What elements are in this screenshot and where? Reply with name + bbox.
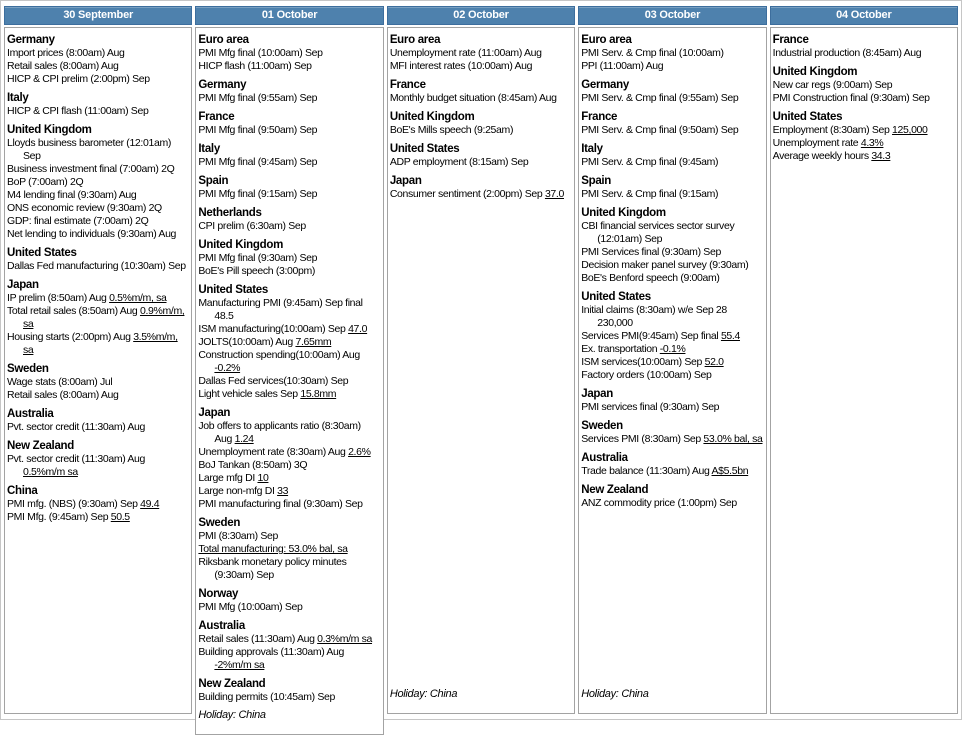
event-item: Business investment final (7:00am) 2Q — [7, 163, 175, 175]
event-item: IP prelim (8:50am) Aug 0.5%m/m, sa — [7, 292, 167, 304]
country-group — [581, 110, 762, 137]
day-column — [4, 6, 192, 714]
event-item: PMI Mfg final (9:30am) Sep — [198, 252, 318, 264]
event-item: Pvt. sector credit (11:30am) Aug 0.5%m/m sa — [7, 453, 146, 478]
country-group — [198, 142, 379, 169]
day-body — [770, 27, 958, 714]
country-name: Australia — [581, 452, 628, 464]
event-item: Job offers to applicants ratio (8:30am) Aug 1.24 — [198, 420, 361, 445]
event-item: Light vehicle sales Sep 15.8mm — [198, 388, 337, 400]
event-item: Pvt. sector credit (11:30am) Aug — [7, 421, 146, 433]
event-item: Construction spending(10:00am) Aug -0.2% — [198, 349, 360, 374]
event-item: Initial claims (8:30am) w/e Sep 28 230,000 — [581, 304, 727, 329]
event-item: M4 lending final (9:30am) Aug — [7, 189, 137, 201]
event-item: PMI (8:30am) Sep — [198, 530, 279, 542]
event-item: PMI Mfg (10:00am) Sep — [198, 601, 303, 613]
day-column — [770, 6, 958, 714]
event-item: Services PMI(9:45am) Sep final 55.4 — [581, 330, 740, 342]
country-name: Australia — [7, 408, 54, 420]
country-name: United Kingdom — [772, 66, 858, 78]
country-name: France — [198, 111, 235, 123]
event-item: Building approvals (11:30am) Aug -2%m/m sa — [198, 646, 345, 671]
event-item: PMI Mfg final (9:45am) Sep — [198, 156, 318, 168]
event-value: 125,000 — [892, 124, 928, 136]
country-group — [7, 407, 188, 434]
country-group — [390, 142, 571, 169]
event-item: ANZ commodity price (1:00pm) Sep — [581, 497, 737, 509]
country-group — [198, 78, 379, 105]
event-item: Employment (8:30am) Sep 125,000 — [772, 124, 928, 136]
event-value: 0.3%m/m sa — [317, 633, 373, 645]
event-item: Riksbank monetary policy minutes (9:30am) Sep — [198, 556, 347, 581]
event-item: HICP flash (11:00am) Sep — [198, 60, 312, 72]
event-item: PMI Mfg. (9:45am) Sep 50.5 — [7, 511, 130, 523]
event-value: 15.8mm — [300, 388, 337, 400]
country-group — [581, 387, 762, 414]
country-name: Germany — [7, 34, 55, 46]
country-group — [198, 406, 379, 511]
day-body — [387, 27, 575, 714]
country-name: Sweden — [7, 363, 49, 375]
country-name: Germany — [581, 79, 629, 91]
country-name: United Kingdom — [389, 111, 475, 123]
event-item: PMI Serv. & Cmp final (9:50am) Sep — [581, 124, 739, 136]
event-item: Total retail sales (8:50am) Aug 0.9%m/m, sa — [7, 305, 185, 330]
country-name: Norway — [198, 588, 239, 600]
event-item: BoE's Mills speech (9:25am) — [389, 124, 514, 136]
event-value: 50.5 — [110, 511, 130, 523]
country-name: Australia — [198, 620, 245, 632]
event-item: PMI manufacturing final (9:30am) Sep — [198, 498, 363, 510]
event-item: Retail sales (8:00am) Aug — [7, 389, 119, 401]
event-value: 10 — [257, 472, 269, 484]
event-item: Large non-mfg DI 33 — [198, 485, 289, 497]
day-header: 01 October — [195, 6, 383, 25]
event-value: 53.0% bal, sa — [703, 433, 763, 445]
country-group — [581, 483, 762, 510]
country-group — [198, 110, 379, 137]
event-value: 4.3% — [860, 137, 884, 149]
country-name: United Kingdom — [7, 124, 92, 136]
event-value: 55.4 — [720, 330, 740, 342]
day-header: 03 October — [578, 6, 766, 25]
event-item: HICP & CPI prelim (2:00pm) Sep — [7, 73, 150, 85]
event-value: 0.5%m/m sa — [23, 466, 78, 478]
event-item: PMI Mfg final (9:50am) Sep — [198, 124, 318, 136]
event-item: PMI Serv. & Cmp final (9:15am) — [581, 188, 719, 200]
country-group — [581, 206, 762, 285]
country-group — [7, 362, 188, 402]
event-item: ADP employment (8:15am) Sep — [389, 156, 529, 168]
event-value: Total manufacturing: 53.0% bal, sa — [198, 543, 348, 555]
country-name: Germany — [198, 79, 247, 91]
country-group — [581, 290, 762, 382]
country-name: Euro area — [389, 34, 441, 46]
event-value: 33 — [277, 485, 289, 497]
event-item: Import prices (8:00am) Aug — [7, 47, 125, 59]
event-item: Trade balance (11:30am) Aug A$5.5bn — [581, 465, 749, 477]
country-name: Euro area — [198, 34, 249, 46]
event-item: ISM manufacturing(10:00am) Sep 47.0 — [198, 323, 368, 335]
event-item: HICP & CPI flash (11:00am) Sep — [7, 105, 149, 117]
event-item: BoP (7:00am) 2Q — [7, 176, 84, 188]
country-group — [198, 587, 379, 614]
country-name: United States — [7, 247, 77, 259]
event-item: Retail sales (11:30am) Aug 0.3%m/m sa — [198, 633, 373, 645]
event-item: PMI services final (9:30am) Sep — [581, 401, 720, 413]
event-item: Housing starts (2:00pm) Aug 3.5%m/m, sa — [7, 331, 178, 356]
event-value: -2%m/m sa — [214, 659, 265, 671]
event-item: Factory orders (10:00am) Sep — [581, 369, 712, 381]
country-name: United Kingdom — [581, 207, 666, 219]
event-item: Ex. transportation -0.1% — [581, 343, 686, 355]
event-value: 0.5%m/m, sa — [109, 292, 167, 304]
country-name: Euro area — [581, 34, 632, 46]
event-item: Lloyds business barometer (12:01am) Sep — [7, 137, 172, 162]
event-value: 0.9%m/m, sa — [23, 305, 185, 330]
event-item: Industrial production (8:45am) Aug — [772, 47, 922, 59]
event-item: Wage stats (8:00am) Jul — [7, 376, 113, 388]
country-name: Netherlands — [198, 207, 262, 219]
country-group — [581, 451, 762, 478]
event-item — [198, 543, 379, 556]
event-item: Monthly budget situation (8:45am) Aug — [389, 92, 557, 104]
event-item: ONS economic review (9:30am) 2Q — [7, 202, 162, 214]
day-body — [578, 27, 766, 714]
country-group — [773, 65, 954, 105]
country-group — [198, 206, 379, 233]
event-item: Average weekly hours 34.3 — [772, 150, 891, 162]
country-group — [7, 484, 188, 524]
event-item: CBI financial services sector survey (12:01am) Sep — [581, 220, 735, 245]
event-item: PMI Construction final (9:30am) Sep — [772, 92, 930, 104]
country-group — [773, 33, 954, 60]
country-group — [7, 246, 188, 273]
event-value: -0.2% — [214, 362, 241, 374]
event-item: PMI Services final (9:30am) Sep — [581, 246, 721, 258]
event-item: PMI Mfg final (9:15am) Sep — [198, 188, 318, 200]
day-header: 02 October — [387, 6, 575, 25]
event-item: BoE's Pill speech (3:00pm) — [198, 265, 316, 277]
event-item: Net lending to individuals (9:30am) Aug — [7, 228, 177, 240]
event-item: JOLTS(10:00am) Aug 7.65mm — [198, 336, 332, 348]
event-item: Unemployment rate 4.3% — [772, 137, 884, 149]
country-name: Italy — [7, 92, 29, 104]
event-value: 52.0 — [704, 356, 724, 368]
country-group — [198, 238, 379, 278]
country-group — [7, 439, 188, 479]
country-group — [581, 419, 762, 446]
country-name: New Zealand — [198, 678, 266, 690]
holiday-note: Holiday: China — [389, 688, 458, 700]
country-group — [7, 91, 188, 118]
country-name: France — [581, 111, 618, 123]
country-name: Japan — [581, 388, 613, 400]
event-value: 49.4 — [140, 498, 160, 510]
day-column — [195, 6, 383, 721]
country-group — [198, 174, 379, 201]
day-column — [387, 6, 575, 714]
country-group — [773, 110, 954, 163]
event-value: 34.3 — [871, 150, 891, 162]
country-name: New Zealand — [7, 440, 74, 452]
event-value: 1.24 — [234, 433, 254, 445]
event-item: Unemployment rate (8:30am) Aug 2.6% — [198, 446, 371, 458]
event-item: PMI Serv. & Cmp final (9:55am) Sep — [581, 92, 739, 104]
event-item: Dallas Fed manufacturing (10:30am) Sep — [7, 260, 186, 272]
economic-calendar-board — [4, 6, 958, 721]
event-value: A$5.5bn — [711, 465, 749, 477]
event-item: Consumer sentiment (2:00pm) Sep 37.0 — [389, 188, 564, 200]
event-item: GDP: final estimate (7:00am) 2Q — [7, 215, 149, 227]
day-body — [195, 27, 383, 735]
country-name: Italy — [198, 143, 220, 155]
country-name: Spain — [581, 175, 612, 187]
event-value: -0.1% — [659, 343, 686, 355]
event-value: 37.0 — [544, 188, 564, 200]
event-value: 47.0 — [348, 323, 368, 335]
country-name: United States — [772, 111, 843, 123]
event-value: 7.65mm — [295, 336, 332, 348]
event-item: PMI Mfg final (10:00am) Sep — [198, 47, 323, 59]
country-group — [7, 123, 188, 241]
event-item: Building permits (10:45am) Sep — [198, 691, 335, 703]
event-item: PMI Mfg final (9:55am) Sep — [198, 92, 318, 104]
event-item: PMI Serv. & Cmp final (10:00am) — [581, 47, 724, 59]
country-group — [198, 677, 379, 704]
country-name: Japan — [7, 279, 39, 291]
country-name: New Zealand — [581, 484, 649, 496]
event-item: Decision maker panel survey (9:30am) — [581, 259, 749, 271]
event-value: 3.5%m/m, sa — [23, 331, 178, 356]
event-item: CPI prelim (6:30am) Sep — [198, 220, 306, 232]
day-column — [578, 6, 766, 714]
event-item: Services PMI (8:30am) Sep 53.0% bal, sa — [581, 433, 763, 445]
country-name: United States — [198, 284, 268, 296]
country-name: China — [7, 485, 38, 497]
country-group — [390, 110, 571, 137]
day-header: 04 October — [770, 6, 958, 25]
country-group — [7, 278, 188, 357]
event-value: 2.6% — [348, 446, 371, 458]
event-item: Retail sales (8:00am) Aug — [7, 60, 119, 72]
event-item: Unemployment rate (11:00am) Aug — [389, 47, 542, 59]
event-item: BoJ Tankan (8:50am) 3Q — [198, 459, 308, 471]
event-item: Large mfg DI 10 — [198, 472, 269, 484]
holiday-note: Holiday: China — [581, 688, 649, 700]
country-group — [198, 283, 379, 401]
country-group — [7, 33, 188, 86]
holiday-note: Holiday: China — [198, 709, 266, 721]
country-name: France — [389, 79, 426, 91]
country-name: Sweden — [581, 420, 623, 432]
country-group — [390, 174, 571, 201]
country-group — [198, 619, 379, 672]
country-name: Sweden — [198, 517, 241, 529]
country-group — [390, 33, 571, 73]
event-item: BoE's Benford speech (9:00am) — [581, 272, 720, 284]
country-name: Italy — [581, 143, 603, 155]
country-name: United States — [581, 291, 651, 303]
country-name: France — [772, 34, 809, 46]
event-item: PMI Serv. & Cmp final (9:45am) — [581, 156, 719, 168]
country-name: Japan — [389, 175, 422, 187]
event-item: MFI interest rates (10:00am) Aug — [389, 60, 533, 72]
country-group — [390, 78, 571, 105]
event-item: PMI mfg. (NBS) (9:30am) Sep 49.4 — [7, 498, 160, 510]
country-name: United Kingdom — [198, 239, 284, 251]
day-header: 30 September — [4, 6, 192, 25]
country-group — [581, 33, 762, 73]
country-name: United States — [389, 143, 460, 155]
event-item: New car regs (9:00am) Sep — [772, 79, 893, 91]
country-name: Spain — [198, 175, 229, 187]
country-group — [198, 33, 379, 73]
day-body — [4, 27, 192, 714]
country-group — [581, 174, 762, 201]
event-item: Dallas Fed services(10:30am) Sep — [198, 375, 349, 387]
country-group — [581, 142, 762, 169]
event-item: Manufacturing PMI (9:45am) Sep final 48.5 — [198, 297, 363, 322]
country-group — [198, 516, 379, 582]
country-group — [581, 78, 762, 105]
country-name: Japan — [198, 407, 231, 419]
event-item: PPI (11:00am) Aug — [581, 60, 664, 72]
event-item: ISM services(10:00am) Sep 52.0 — [581, 356, 724, 368]
